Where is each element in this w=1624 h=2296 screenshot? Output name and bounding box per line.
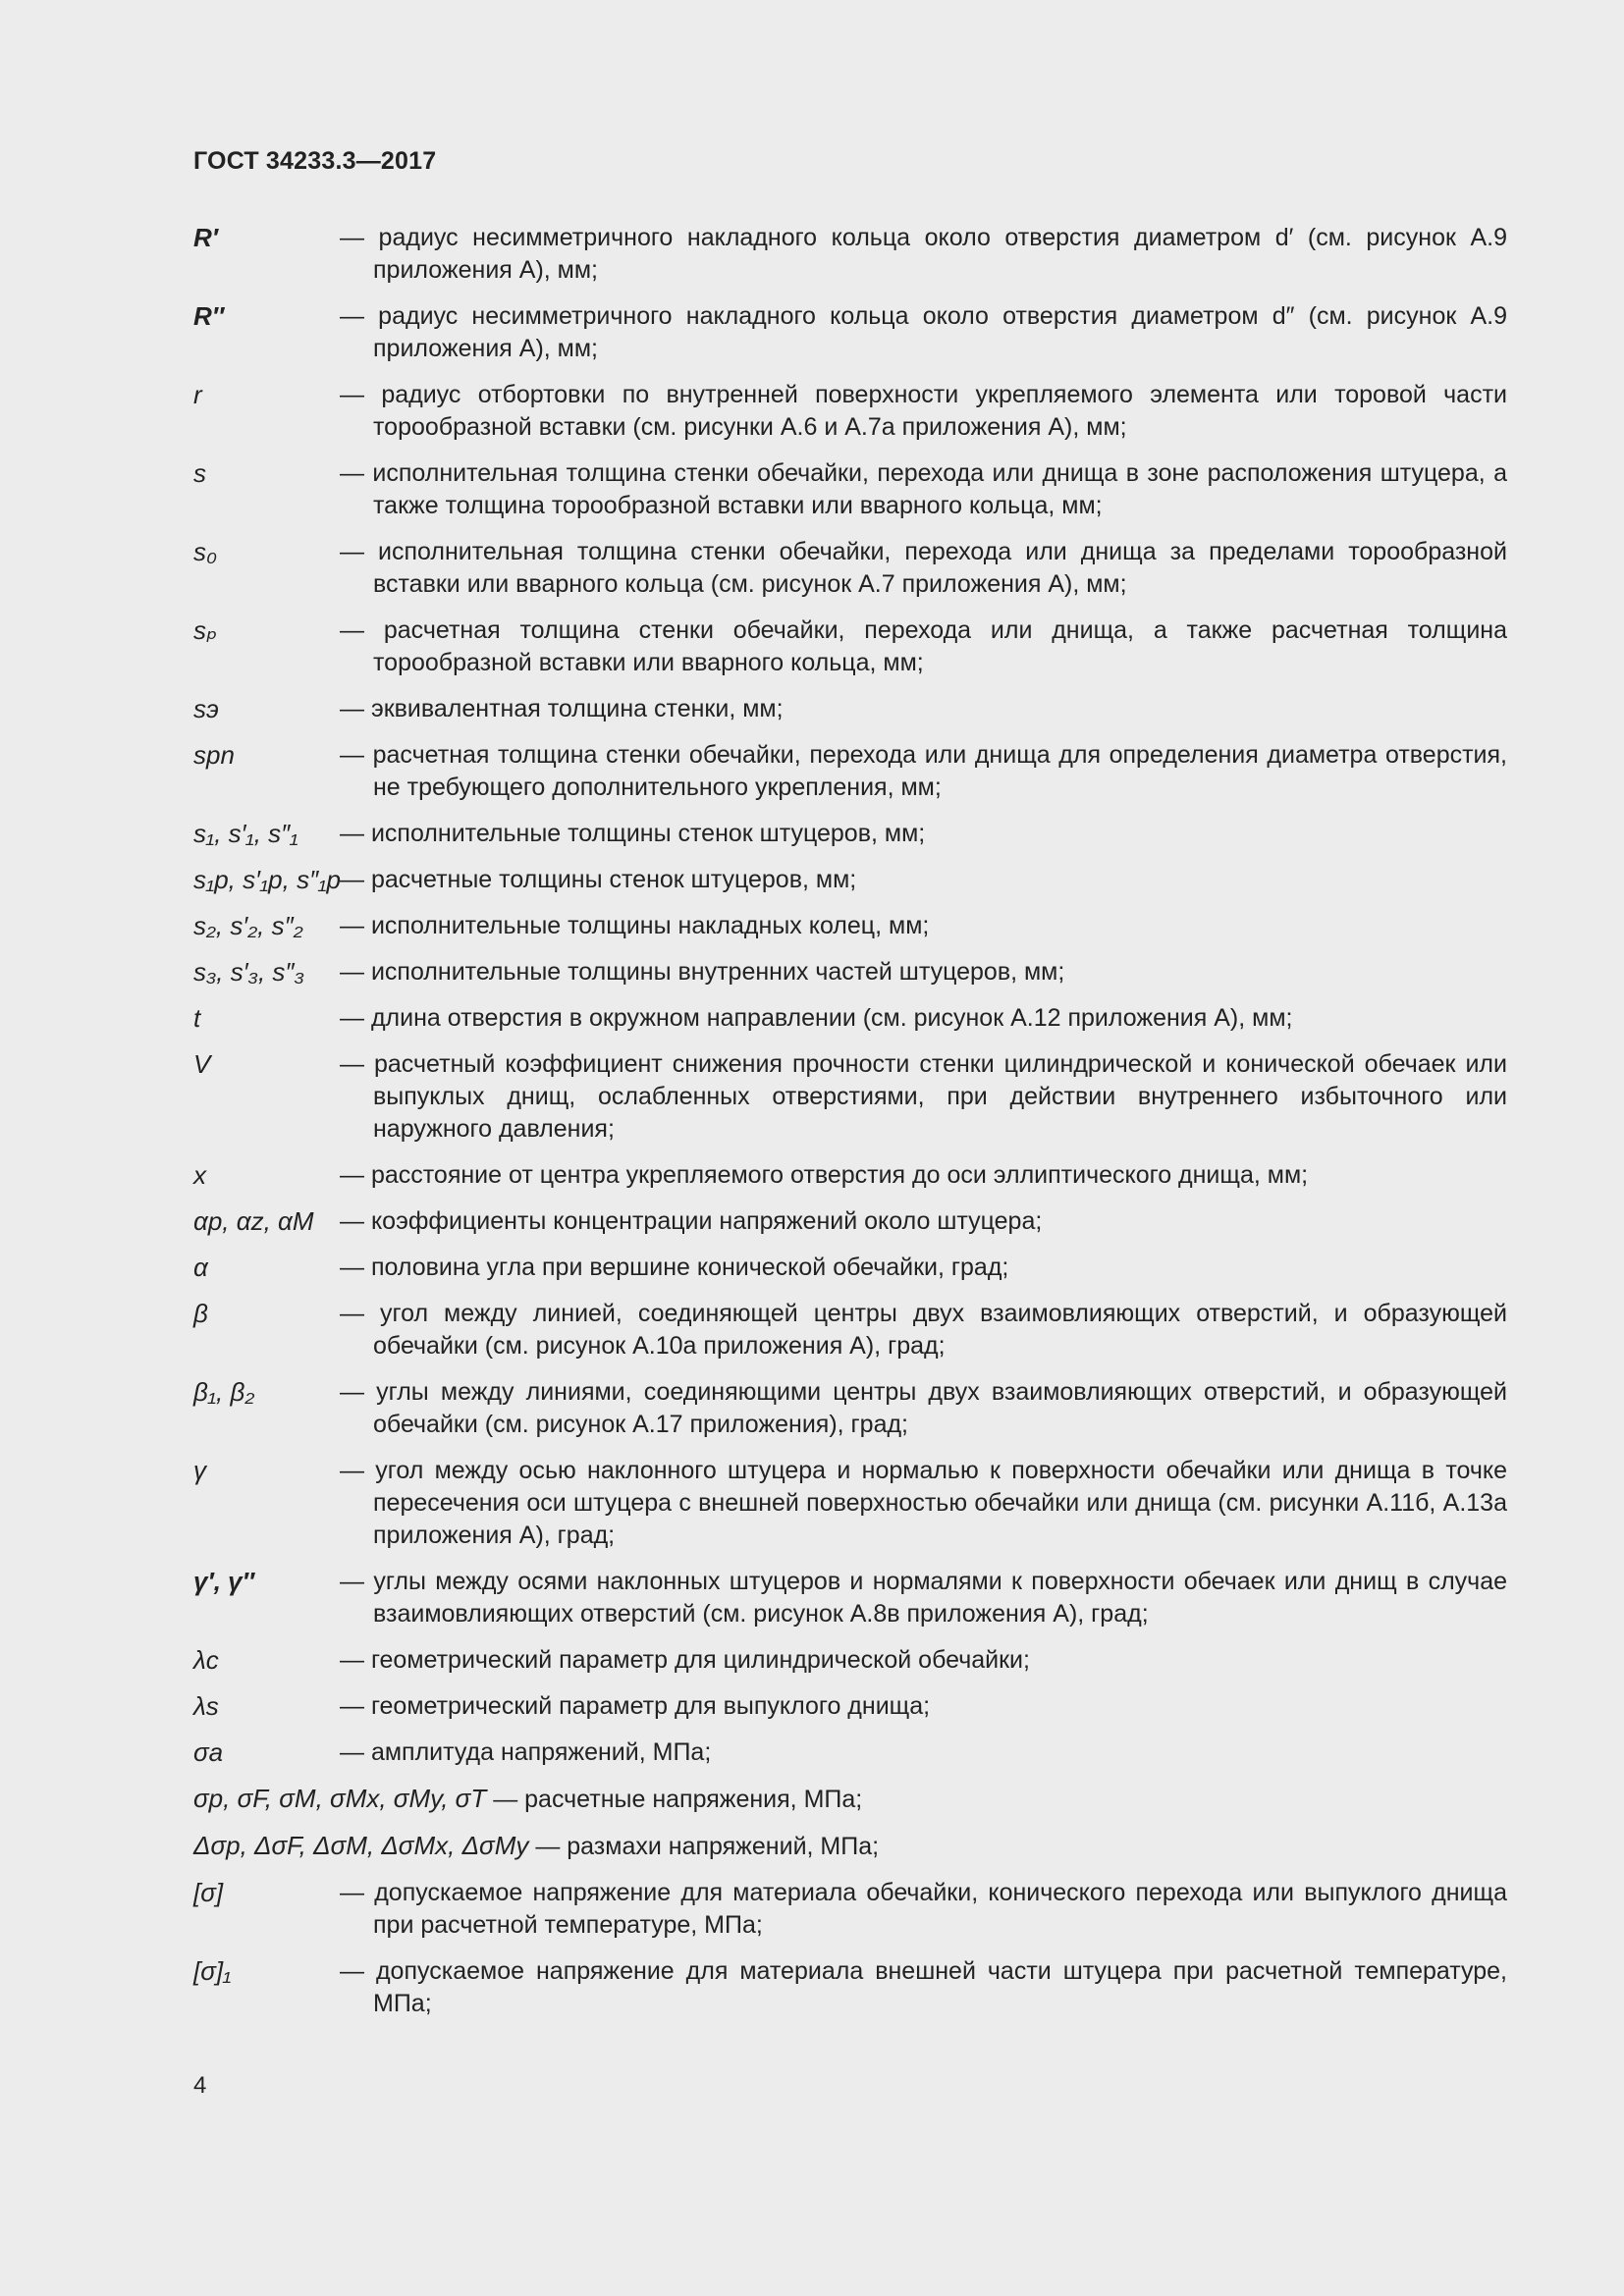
- definition-text: — углы между линиями, соединяющими центры двух взаимовлияющих отверстий, и образующей обечайки (см. рисунок А.17 приложения), град;: [340, 1378, 1507, 1438]
- definition-text: — коэффициенты концентрации напряжений около штуцера;: [340, 1207, 1043, 1235]
- definition-row: [193, 222, 1507, 287]
- definition-text: — расчетная толщина стенки обечайки, перехода или днища, а также расчетная толщина торообразной вставки или вварного кольца, мм;: [340, 616, 1507, 676]
- definition-row: [193, 379, 1507, 444]
- definition-symbol: αp, αz, αM: [193, 1206, 314, 1236]
- definition-text: — угол между линией, соединяющей центры двух взаимовлияющих отверстий, и образующей обечайки (см. рисунок А.10а приложения А), град;: [340, 1300, 1507, 1360]
- definition-text: — угол между осью наклонного штуцера и нормалью к поверхности обечайки или днища в точке пересечения оси штуцера с внешней поверхностью обечайки или днища (см. рисунки А.11б, А.13а приложения А), град;: [340, 1457, 1507, 1549]
- definition-text: — геометрический параметр для выпуклого днища;: [340, 1692, 931, 1720]
- definition-text: — амплитуда напряжений, МПа;: [340, 1738, 712, 1766]
- definition-text: — углы между осями наклонных штуцеров и нормалями к поверхности обечаек или днищ в случае взаимовлияющих отверстий (см. рисунок А.8в приложения А), град;: [340, 1568, 1507, 1628]
- definition-symbol: λc: [193, 1645, 219, 1675]
- definition-symbol: s₂, s′₂, s″₂: [193, 911, 303, 940]
- definition-text: — исполнительные толщины накладных колец, мм;: [340, 912, 930, 939]
- definition-symbol: s₀: [193, 537, 217, 566]
- definition-text: — исполнительные толщины внутренних частей штуцеров, мм;: [340, 958, 1065, 986]
- definition-text: — геометрический параметр для цилиндрической обечайки;: [340, 1646, 1030, 1674]
- definition-text: — радиус отбортовки по внутренней поверхности укрепляемого элемента или торовой части торообразной вставки (см. рисунки А.6 и А.7а приложения А), мм;: [340, 381, 1507, 441]
- definition-text: — допускаемое напряжение для материала обечайки, конического перехода или выпуклого днища при расчетной температуре, МПа;: [340, 1879, 1507, 1939]
- definition-text: — расчетная толщина стенки обечайки, перехода или днища для определения диаметра отверстия, не требующего дополнительного укрепления, мм;: [340, 741, 1507, 801]
- definition-symbol: β₁, β₂: [193, 1377, 255, 1407]
- definition-text: — радиус несимметричного накладного кольца около отверстия диаметром d″ (см. рисунок А.9 приложения А), мм;: [340, 302, 1507, 362]
- page-number: 4: [193, 2072, 207, 2099]
- definition-text: — расстояние от центра укрепляемого отверстия до оси эллиптического днища, мм;: [340, 1161, 1309, 1189]
- definition-symbol: Δσp, ΔσF, ΔσM, ΔσMx, ΔσMy: [193, 1831, 529, 1860]
- definitions-list: [193, 222, 1507, 2034]
- definition-symbol: γ′, γ″: [193, 1567, 255, 1596]
- definition-row: [193, 1877, 1507, 1942]
- definition-symbol: r: [193, 380, 202, 409]
- definition-symbol: t: [193, 1003, 201, 1033]
- definition-row: [193, 818, 1507, 850]
- definition-symbol: α: [193, 1253, 208, 1282]
- definition-row: [193, 1159, 1507, 1192]
- definition-symbol: spn: [193, 740, 235, 770]
- definition-row: [193, 1298, 1507, 1362]
- definition-text: — половина угла при вершине конической обечайки, град;: [340, 1254, 1009, 1281]
- definition-row: [193, 1252, 1507, 1284]
- definition-symbol: β: [193, 1299, 208, 1328]
- definition-row: [193, 864, 1507, 896]
- definition-text: — расчетный коэффициент снижения прочности стенки цилиндрической и конической обечаек или выпуклых днищ, ослабленных отверстиями, при действии внутреннего избыточного или наружного давления;: [340, 1050, 1507, 1143]
- definition-symbol: sₚ: [193, 615, 218, 645]
- definition-row: [193, 1690, 1507, 1723]
- definition-row: [193, 739, 1507, 804]
- definition-text: — расчетные напряжения, МПа;: [493, 1786, 863, 1813]
- definition-symbol: [σ]₁: [193, 1956, 232, 1986]
- definition-text: — эквивалентная толщина стенки, мм;: [340, 695, 784, 722]
- definition-symbol: x: [193, 1160, 206, 1190]
- definition-text: — допускаемое напряжение для материала внешней части штуцера при расчетной температуре, МПа;: [340, 1957, 1507, 2017]
- definition-symbol: R″: [193, 301, 225, 331]
- definition-row: [193, 1783, 1507, 1816]
- definition-row: [193, 1955, 1507, 2020]
- definition-symbol: σp, σF, σM, σMx, σMy, σT: [193, 1784, 487, 1813]
- definition-symbol: s₁, s′₁, s″₁: [193, 819, 298, 848]
- definition-row: [193, 457, 1507, 522]
- definition-row: [193, 956, 1507, 988]
- definition-text: — радиус несимметричного накладного кольца около отверстия диаметром d′ (см. рисунок А.9 приложения А), мм;: [340, 224, 1507, 284]
- definition-symbol: γ: [193, 1456, 206, 1485]
- definition-row: [193, 536, 1507, 601]
- definition-symbol: [σ]: [193, 1878, 224, 1907]
- definition-row: [193, 1376, 1507, 1441]
- definition-text: — исполнительная толщина стенки обечайки, перехода или днища за пределами торообразной вставки или вварного кольца (см. рисунок А.7 приложения А), мм;: [340, 538, 1507, 598]
- definition-row: [193, 1002, 1507, 1035]
- definition-text: — длина отверстия в окружном направлении (см. рисунок А.12 приложения А), мм;: [340, 1004, 1293, 1032]
- definition-symbol: s₃, s′₃, s″₃: [193, 957, 304, 987]
- definition-row: [193, 1048, 1507, 1146]
- definition-symbol: sэ: [193, 694, 219, 723]
- definition-text: — исполнительная толщина стенки обечайки, перехода или днища в зоне расположения штуцера, а также толщина торообразной вставки или вварного кольца, мм;: [340, 459, 1507, 519]
- definition-symbol: s₁p, s′₁p, s″₁p: [193, 865, 341, 894]
- definition-symbol: s: [193, 458, 206, 488]
- definition-symbol: R′: [193, 223, 219, 252]
- definition-row: [193, 1644, 1507, 1677]
- definition-row: [193, 1830, 1507, 1863]
- definition-row: [193, 1455, 1507, 1552]
- definition-text: — расчетные толщины стенок штуцеров, мм;: [340, 866, 857, 893]
- definition-row: [193, 910, 1507, 942]
- definition-text: — размахи напряжений, МПа;: [535, 1833, 880, 1860]
- definition-row: [193, 300, 1507, 365]
- definition-row: [193, 1205, 1507, 1238]
- definition-row: [193, 1736, 1507, 1769]
- definition-row: [193, 1566, 1507, 1630]
- definition-symbol: σa: [193, 1737, 224, 1767]
- definition-row: [193, 693, 1507, 725]
- definition-row: [193, 614, 1507, 679]
- definition-symbol: λs: [193, 1691, 219, 1721]
- definition-symbol: V: [193, 1049, 211, 1079]
- document-header: ГОСТ 34233.3—2017: [193, 147, 437, 175]
- definition-text: — исполнительные толщины стенок штуцеров, мм;: [340, 820, 926, 847]
